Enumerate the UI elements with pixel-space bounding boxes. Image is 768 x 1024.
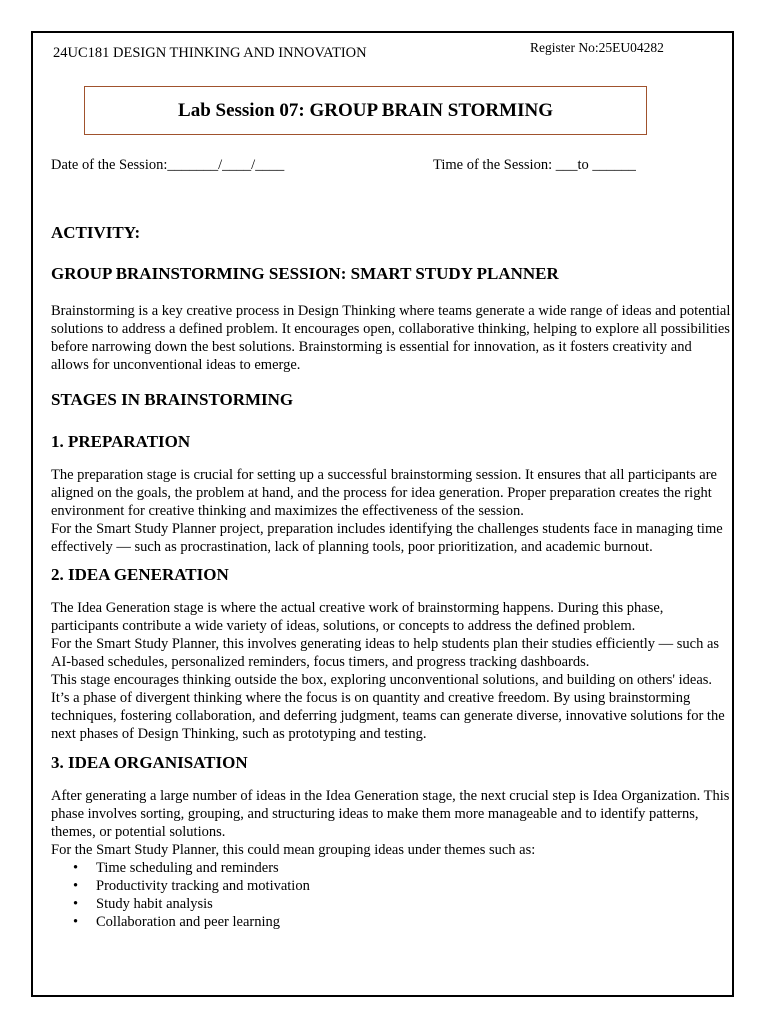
register-number: Register No:25EU04282 — [530, 40, 664, 55]
planner-heading: GROUP BRAINSTORMING SESSION: SMART STUDY PLANNER — [51, 264, 559, 283]
idea-organisation-heading: 3. IDEA ORGANISATION — [51, 753, 248, 772]
list-item-text: Productivity tracking and motivation — [96, 878, 310, 894]
bullet-icon: • — [73, 860, 79, 876]
idea-organisation-paragraph-2: For the Smart Study Planner, this could mean grouping ideas under themes such as: — [51, 842, 536, 858]
course-header: 24UC181 DESIGN THINKING AND INNOVATION — [53, 45, 367, 61]
list-item — [73, 913, 733, 931]
list-item-text: Collaboration and peer learning — [96, 914, 281, 930]
idea-generation-paragraph-1: The Idea Generation stage is where the actual creative work of brainstorming happens. During this phase, participants contribute a wide variety of ideas, solutions, or concepts to address the defined problem. — [51, 600, 664, 634]
bullet-icon: • — [73, 896, 79, 912]
stages-heading: STAGES IN BRAINSTORMING — [51, 390, 294, 409]
bullet-icon: • — [73, 914, 79, 930]
page-title: Lab Session 07: GROUP BRAIN STORMING — [178, 99, 553, 121]
idea-generation-heading: 2. IDEA GENERATION — [51, 565, 229, 584]
list-item — [73, 877, 733, 895]
document-body — [51, 222, 733, 931]
session-date-line: Date of the Session:_______/____/____ — [51, 157, 285, 173]
preparation-paragraph-2: For the Smart Study Planner project, preparation includes identifying the challenges students face in managing time effectively — such as procrastination, lack of planning tools, poor prioritization, and academic burnout. — [51, 521, 723, 555]
idea-generation-paragraph-2: For the Smart Study Planner, this involves generating ideas to help students plan their studies efficiently — such as AI-based schedules, personalized reminders, focus timers, and progress tracking dashboards. — [51, 636, 720, 670]
list-item-text: Study habit analysis — [96, 896, 213, 912]
title-box — [84, 86, 647, 135]
session-time-line: Time of the Session: ___to ______ — [433, 157, 636, 173]
preparation-paragraph-1: The preparation stage is crucial for setting up a successful brainstorming session. It ensures that all participants are aligned on the goals, the problem at hand, and the process for idea generation. Proper preparation creates the right environment for creative thinking and maximizes the effectiveness of the session. — [51, 467, 717, 519]
activity-heading: ACTIVITY: — [51, 223, 141, 242]
intro-paragraph: Brainstorming is a key creative process in Design Thinking where teams generate a wide range of ideas and potential solutions to address a defined problem. It encourages open, collaborative thinking, helping to explore all possibilities before narrowing down the best solutions. Brainstorming is essential for innovation, as it fosters creativity and allows for unconventional ideas to emerge. — [51, 303, 731, 373]
preparation-heading: 1. PREPARATION — [51, 432, 191, 451]
idea-generation-paragraph-3: This stage encourages thinking outside the box, exploring unconventional solutions, and building on others' ideas. It’s a phase of divergent thinking where the focus is on quantity and creative freedom. By using brainstorming techniques, fostering collaboration, and deferring judgment, teams can generate diverse, innovative solutions for the next phases of Design Thinking, such as prototyping and testing. — [51, 672, 725, 742]
idea-organisation-paragraph-1: After generating a large number of ideas in the Idea Generation stage, the next crucial step is Idea Organization. This phase involves sorting, grouping, and structuring ideas to make them more manageable and to identify patterns, themes, or potential solutions. — [51, 788, 730, 840]
theme-list — [51, 859, 733, 931]
list-item-text: Time scheduling and reminders — [96, 860, 279, 876]
list-item — [73, 895, 733, 913]
list-item — [73, 859, 733, 877]
bullet-icon: • — [73, 878, 79, 894]
